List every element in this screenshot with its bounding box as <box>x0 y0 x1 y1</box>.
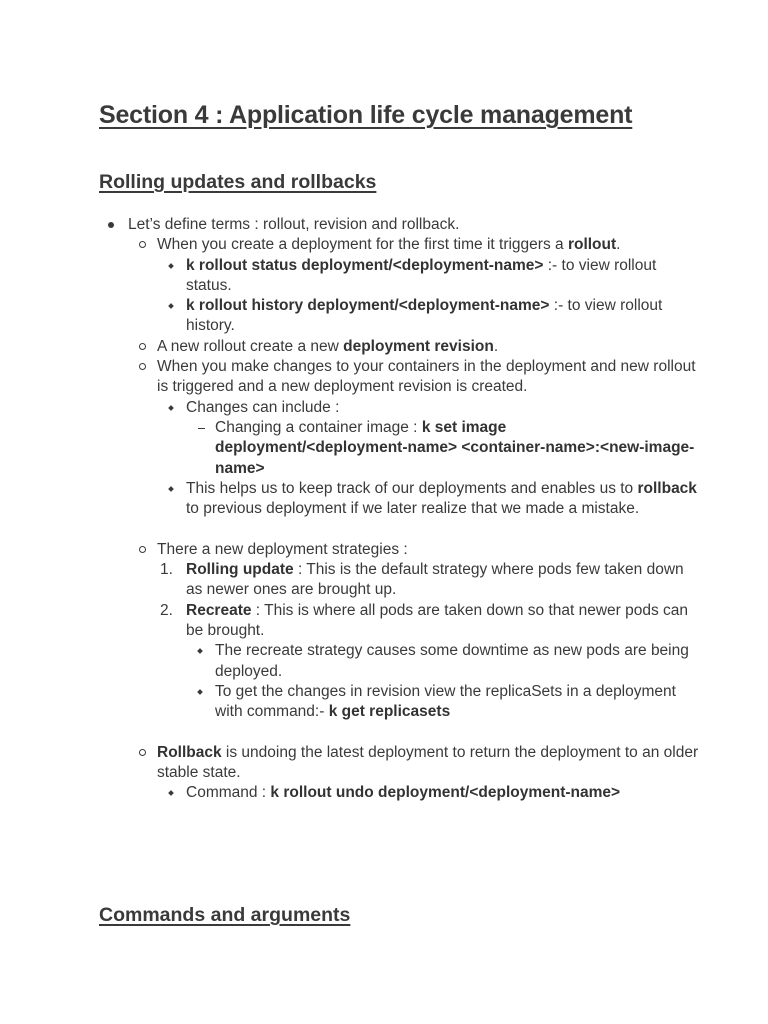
numbered-list <box>157 560 699 722</box>
list-item: Rollback is undoing the latest deployment to return the deployment to an older stable state. Command : k rollout undo deployment/<deployment-name> <box>128 743 699 804</box>
list-item: There a new deployment strategies : 1. Rolling update : This is the default strategy where pods few taken down as newer ones are brought up. 2. Recreate : This is where all pods are taken down so that newer pods can be brought. The recreate strategy causes some downtime as new pods are being deployed. To get the changes in revision view the replicaSets in a deployment with command:- k get replicasets <box>128 540 699 743</box>
section-heading-commands-arguments: Commands and arguments <box>99 904 351 926</box>
list-item: A new rollout create a new deployment revision. <box>157 337 499 355</box>
sub-sub-list <box>157 256 699 337</box>
list-item: To get the changes in revision view the replicaSets in a deployment with command:- k get replicasets <box>215 682 676 721</box>
dash-list <box>186 418 699 479</box>
list-item: Let’s define terms : rollout, revision and rollback. When you create a deployment for the first time it triggers a rollout. k rollout status deployment/<deployment-name> :- to view rollout status. k rollout history deployment/<deployment-name> :- to view rollout history. A new rollout create a new deployment revision. When you make changes to your containers in the deployment and new rollout is triggered and a new deployment revision is created. Changes can include : Changing a container image : k set image deployment/<deployment-name> <container-name>:<new-image-name> This helps us to keep track of our deployments and enables us to rollback to previous deployment if we later realize that we made a mistake. There a new deployment strategies : 1. Rolling update : This is the default strategy where pods few taken down as newer ones are brought up. 2. Recreate : This is where all pods are taken down so that newer pods can be brought. The recreate strategy causes some downtime as new pods are being deployed. To get the changes in revision view the replicaSets in a deployment with command:- k get replicasets Rollback is undoing the latest deployment to return the deployment to an older stable state. Command : k rollout undo deployment/<deployment-name> <box>99 215 699 804</box>
list-item: The recreate strategy causes some downtime as new pods are being deployed. <box>215 642 689 680</box>
list-item: 2. Recreate : This is where all pods are taken down so that newer pods can be brought. The recreate strategy causes some downtime as new pods are being deployed. To get the changes in revision view the replicaSets in a deployment with command:- k get replicasets <box>157 601 699 723</box>
page-title: Section 4 : Application life cycle management <box>99 101 633 129</box>
section-heading-rolling-updates: Rolling updates and rollbacks <box>99 171 377 193</box>
bullet-list <box>99 215 699 804</box>
sub-sub-list <box>186 641 699 722</box>
sub-sub-list <box>157 783 699 803</box>
list-item: k rollout history deployment/<deployment-name> :- to view rollout history. <box>186 297 663 335</box>
sub-sub-list <box>157 398 699 520</box>
list-item: 1. Rolling update : This is the default strategy where pods few taken down as newer ones are brought up. <box>160 561 684 599</box>
list-item: This helps us to keep track of our deployments and enables us to rollback to previous deployment if we later realize that we made a mistake. <box>186 479 697 518</box>
sub-list <box>128 235 699 803</box>
list-item: Changes can include : Changing a container image : k set image deployment/<deployment-name> <container-name>:<new-image-name> <box>157 398 699 479</box>
list-item: k rollout status deployment/<deployment-name> :- to view rollout status. <box>186 256 657 294</box>
list-item: When you create a deployment for the first time it triggers a rollout. k rollout status deployment/<deployment-name> :- to view rollout status. k rollout history deployment/<deployment-name> :- to view rollout history. <box>128 235 699 336</box>
list-item: Command : k rollout undo deployment/<deployment-name> <box>186 784 621 802</box>
list-item: When you make changes to your containers in the deployment and new rollout is triggered and a new deployment revision is created. Changes can include : Changing a container image : k set image deployment/<deployment-name> <container-name>:<new-image-name> This helps us to keep track of our deployments and enables us to rollback to previous deployment if we later realize that we made a mistake. <box>128 357 699 540</box>
section-body <box>99 215 699 804</box>
list-item: Changing a container image : k set image deployment/<deployment-name> <container-name>:<new-image-name> <box>215 418 695 477</box>
